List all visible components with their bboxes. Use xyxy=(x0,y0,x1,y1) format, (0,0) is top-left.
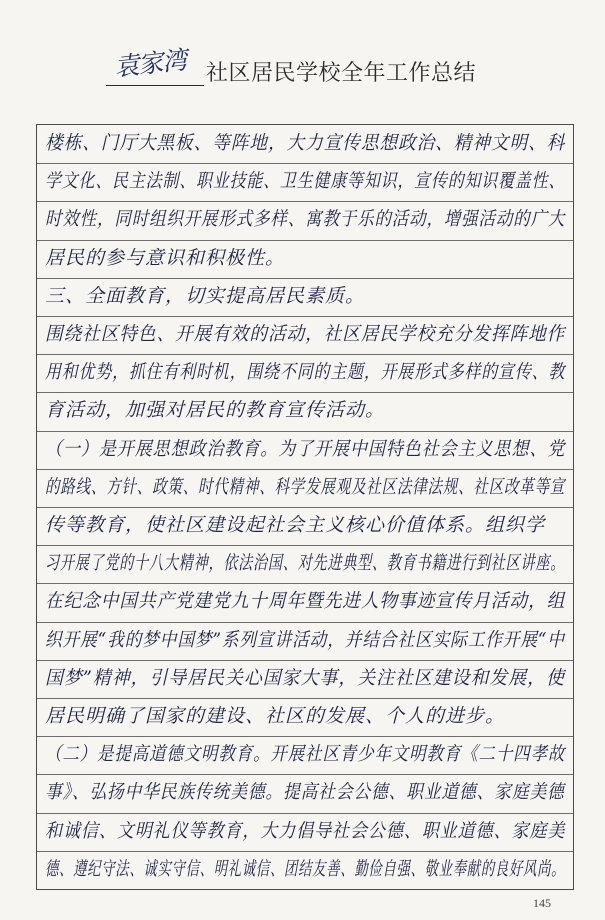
handwritten-line xyxy=(45,163,567,199)
title-blank-underline xyxy=(106,85,204,86)
handwritten-line-text: 三、全面教育，切实提高居民素质。 xyxy=(45,284,366,307)
handwritten-line-text: （一）是开展思想政治教育。为了开展中国特色社会主义思想、党 xyxy=(45,437,566,460)
handwritten-line-text: 德、遵纪守法、诚实守信、明礼诚信、团结友善、勤俭自强、敬业奉献的良好风尚。 xyxy=(45,857,566,880)
handwritten-line xyxy=(45,736,567,772)
handwritten-line xyxy=(45,125,567,161)
handwritten-line-text: 居民的参与意识和积极性。 xyxy=(45,246,286,269)
handwritten-title-prefix: 袁家湾 xyxy=(112,45,188,82)
handwritten-line xyxy=(45,813,567,849)
page-title: 社区居民学校全年工作总结 xyxy=(206,61,477,86)
handwritten-line-text: 楼栋、门厅大黑板、等阵地，大力宣传思想政治、精神文明、科 xyxy=(45,132,566,154)
handwritten-line-text: 学文化、民主法制、职业技能、卫生健康等知识，宣传的知识覆盖性、 xyxy=(45,170,566,193)
handwritten-line-text: 时效性，同时组织开展形式多样、寓教于乐的活动，增强活动的广大 xyxy=(45,208,566,231)
handwritten-line-text: 和诚信、文明礼仪等教育，大力倡导社会公德、职业道德、家庭美 xyxy=(45,819,566,842)
handwritten-line xyxy=(45,469,567,505)
page-number: 145 xyxy=(533,896,551,910)
handwritten-line xyxy=(45,316,567,352)
handwritten-line xyxy=(45,507,567,543)
handwritten-line xyxy=(45,545,567,581)
handwritten-line-text: 事》、弘扬中华民族传统美德。提高社会公德、职业道德、家庭美德 xyxy=(45,781,565,804)
handwritten-line-text: 习开展了党的十八大精神，依法治国、对先进典型、教育书籍进行到社区讲座。 xyxy=(45,552,566,575)
handwritten-line xyxy=(45,240,567,276)
handwritten-line xyxy=(45,583,567,619)
handwritten-line-text: 育活动，加强对居民的教育宣传活动。 xyxy=(45,399,386,422)
handwritten-line xyxy=(45,278,567,314)
handwritten-line xyxy=(45,201,567,237)
handwritten-line xyxy=(45,354,567,390)
handwritten-line-text: （二）是提高道德文明教育。开展社区青少年文明教育《二十四孝故 xyxy=(45,743,566,766)
handwritten-line xyxy=(45,660,567,696)
handwritten-line-text: 织开展“我的梦中国梦”系列宣讲活动，并结合社区实际工作开展“中 xyxy=(45,628,565,651)
handwritten-line xyxy=(45,851,567,887)
handwritten-line-text: 围绕社区特色、开展有效的活动，社区居民学校充分发挥阵地作 xyxy=(45,323,566,345)
handwritten-line xyxy=(45,698,567,734)
handwritten-line-text: 居民明确了国家的建设、社区的发展、个人的进步。 xyxy=(45,705,506,727)
handwritten-line xyxy=(45,392,567,428)
ruled-writing-area xyxy=(36,124,574,890)
handwritten-line-text: 用和优势，抓住有利时机，围绕不同的主题，开展形式多样的宣传、教 xyxy=(45,361,566,384)
handwritten-line xyxy=(45,774,567,810)
handwritten-line-text: 的路线、方针、政策、时代精神、科学发展观及社区法律法规、社区改革等宣 xyxy=(45,475,566,498)
title-row xyxy=(90,42,560,94)
handwritten-line-text: 国梦”精神，引导居民关心国家大事，关注社区建设和发展，使 xyxy=(45,666,565,689)
handwritten-line-text: 传等教育，使社区建设起社会主义核心价值体系。组织学 xyxy=(45,514,546,536)
handwritten-line xyxy=(45,622,567,658)
handwritten-line xyxy=(45,431,567,467)
handwritten-line-text: 在纪念中国共产党建党九十周年暨先进人物事迹宣传月活动，组 xyxy=(45,590,566,613)
